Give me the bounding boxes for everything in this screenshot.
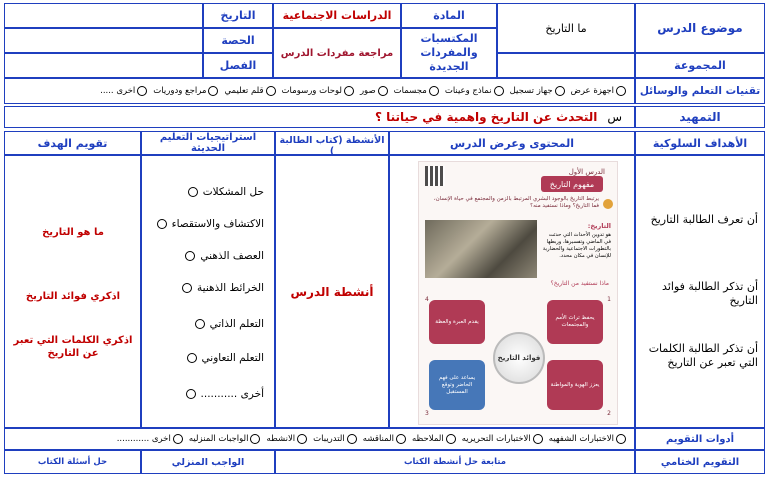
assessment-option[interactable] [266, 434, 309, 444]
tech-label: تقنيات التعلم والوسائل [635, 78, 765, 104]
assessment-option-label: الملاحظه [412, 434, 444, 444]
tech-option-label: قلم تعليمي [224, 86, 264, 96]
tech-option[interactable] [445, 86, 506, 96]
radio-button[interactable] [208, 86, 218, 96]
radio-button[interactable] [182, 283, 192, 293]
strategy-item[interactable] [186, 186, 264, 198]
strategy-label: أخرى ........... [200, 388, 264, 400]
tech-option-label: مراجع ودوريات [153, 86, 207, 96]
assessment-option-label: المناقشه [362, 434, 394, 444]
radio-button[interactable] [347, 434, 357, 444]
tech-option-label: اجهزة عرض [570, 86, 614, 96]
activities-text: أنشطة الدرس [290, 284, 374, 299]
lesson-number-badge: الدرس الأول [568, 168, 605, 176]
radio-button[interactable] [344, 86, 354, 96]
radio-button[interactable] [266, 86, 276, 96]
tech-option[interactable] [282, 86, 356, 96]
assessment-option[interactable] [117, 434, 185, 444]
final-eval-label: التقويم الختامي [635, 450, 765, 474]
qr-code-icon [425, 166, 445, 186]
strategy-item[interactable] [183, 250, 264, 262]
homework-label: الواجب المنزلي [141, 450, 275, 474]
lesson-topic-value: ما التاريخ [497, 3, 635, 53]
group-label: المجموعة [635, 53, 765, 78]
strategy-label: الخرائط الذهنية [197, 282, 264, 294]
subject-value: الدراسات الاجتماعية [273, 3, 401, 28]
col-objectives-header: الأهداف السلوكية [635, 131, 765, 155]
acquisitions-label: المكتسبات [420, 32, 478, 45]
benefit-3-text: يساعد على فهم الحاضر وتوقع المستقبل [438, 374, 476, 395]
objective-3: أن تذكر الطالبة الكلمات التي تعبر عن التاريخ [648, 342, 758, 369]
radio-button[interactable] [616, 86, 626, 96]
intro-label: التمهيد [635, 106, 765, 128]
follow-up-text: متابعة حل أنشطة الكتاب [275, 450, 635, 474]
benefit-4-text: يقدم العبرة والعظة [435, 318, 479, 325]
col-strategies-header: استراتيجيات التعليم الحديثة [141, 131, 275, 155]
assessment-option[interactable] [462, 434, 545, 444]
assessment-option-label: التدريبات [313, 434, 345, 444]
strategy-label: حل المشكلات [202, 186, 264, 198]
assessment-option-label: الانشطه [266, 434, 296, 444]
group-value[interactable] [497, 53, 635, 78]
assessment-option[interactable] [549, 434, 628, 444]
assessment-option-label: الاختبارات التحريريه [461, 434, 531, 444]
tech-option[interactable] [100, 86, 149, 96]
tech-option[interactable] [153, 86, 220, 96]
tech-option-label: صور [359, 86, 376, 96]
intro-prefix: س [607, 110, 622, 124]
assessment-option[interactable] [363, 434, 408, 444]
tech-option-label: اخرى ..... [100, 86, 136, 96]
assessment-label: أدوات التقويم [635, 428, 765, 450]
strategy-label: التعلم الذاتي [209, 318, 264, 330]
tech-option[interactable] [224, 86, 277, 96]
radio-button[interactable] [250, 434, 260, 444]
radio-button[interactable] [429, 86, 439, 96]
review-text: مراجعة مفردات الدرس [273, 28, 401, 78]
benefit-num-4: 4 [425, 296, 429, 303]
radio-button[interactable] [555, 86, 565, 96]
new-vocab-label: والمفردات الجديدة [420, 46, 478, 73]
assessment-options-list [117, 434, 628, 444]
book-definition-text: هو تدوين الأحداث التي حدثت في الماضي وتفسيرها، وربطها بالتطورات الاجتماعية والحضارية للإنسان في مكان محدد. [542, 232, 611, 259]
tech-options-list [100, 86, 628, 96]
intro-question-cell [4, 106, 635, 128]
tech-option-label: نماذج وعينات [444, 86, 492, 96]
radio-button[interactable] [396, 434, 406, 444]
lesson-title-banner: مفهوم التاريخ [541, 176, 603, 192]
strategy-item[interactable] [155, 218, 264, 230]
tech-option[interactable] [360, 86, 390, 96]
benefit-num-2: 2 [607, 410, 611, 417]
evaluation-1: ما هو التاريخ [42, 227, 104, 238]
content-cell [389, 155, 635, 428]
radio-button[interactable] [188, 187, 198, 197]
assessment-options [4, 428, 635, 450]
objective-1: أن تعرف الطالبة التاريخ [650, 213, 758, 226]
col-activities-header: الأنشطة (كتاب الطالبة ) [275, 131, 389, 155]
tech-option[interactable] [394, 86, 441, 96]
radio-button[interactable] [186, 389, 196, 399]
assessment-option-label: الاختبارات الشفهيه [548, 434, 614, 444]
acquisitions-cell [401, 28, 497, 78]
lightbulb-icon [603, 199, 613, 209]
evaluation-3: اذكري الكلمات التي تعبر عن التاريخ [13, 335, 133, 359]
assessment-option[interactable] [189, 434, 263, 444]
homework-value: حل أسئلة الكتاب [4, 450, 141, 474]
benefits-center-circle [493, 332, 545, 384]
radio-button[interactable] [157, 219, 167, 229]
radio-button[interactable] [533, 434, 543, 444]
benefit-num-1: 1 [607, 296, 611, 303]
main-table [4, 131, 765, 428]
radio-button[interactable] [446, 434, 456, 444]
strategy-item[interactable] [193, 318, 264, 330]
strategy-label: العصف الذهني [200, 250, 264, 262]
book-definition-title: التاريخ: [587, 222, 611, 230]
radio-button[interactable] [616, 434, 626, 444]
tech-options [4, 78, 635, 104]
assessment-option-label: الواجبات المنزليه [188, 434, 249, 444]
benefit-box-2 [547, 360, 603, 410]
assessment-option-label: اخرى ............ [116, 434, 171, 444]
book-intro: يرتبط التاريخ بالوجود البشري المرتبط بالزمن والمجتمع في حياة الإنسان، فما التاريخ؟ وماذا نستفيد منه؟ [433, 196, 599, 209]
radio-button[interactable] [297, 434, 307, 444]
assessment-option[interactable] [412, 434, 458, 444]
period-label: الحصة [203, 28, 273, 53]
date-value[interactable] [4, 3, 203, 28]
lesson-topic-label: موضوع الدرس [635, 3, 765, 53]
radio-button[interactable] [173, 434, 183, 444]
class-label: الفصل [203, 53, 273, 78]
tech-option-label: لوحات ورسومات [281, 86, 342, 96]
radio-button[interactable] [185, 251, 195, 261]
radio-button[interactable] [195, 319, 205, 329]
date-label: التاريخ [203, 3, 273, 28]
tech-option[interactable] [510, 86, 567, 96]
tech-option-label: جهاز تسجيل [509, 86, 553, 96]
benefit-box-1 [547, 300, 603, 344]
activities-cell [275, 155, 389, 428]
evaluation-cell [4, 155, 141, 428]
strategy-label: التعلم التعاوني [201, 352, 264, 364]
benefit-1-text: يحفظ تراث الأمم والمجتمعات [555, 315, 595, 328]
tech-option-label: مجسمات [393, 86, 427, 96]
benefits-center-label: فوائد التاريخ [497, 353, 541, 362]
subject-label: المادة [401, 3, 497, 28]
radio-button[interactable] [187, 353, 197, 363]
radio-button[interactable] [378, 86, 388, 96]
assessment-option[interactable] [313, 434, 359, 444]
class-value[interactable] [4, 53, 203, 78]
radio-button[interactable] [137, 86, 147, 96]
strategy-item[interactable] [184, 388, 264, 400]
evaluation-2: اذكري فوائد التاريخ [25, 291, 121, 302]
footer-row [4, 450, 765, 474]
objectives-cell [635, 155, 765, 428]
book-photo [425, 220, 537, 278]
header-grid [4, 3, 765, 104]
objective-2: أن تذكر الطالبة فوائد التاريخ [662, 280, 758, 307]
textbook-page [418, 161, 618, 425]
benefit-num-3: 3 [425, 410, 429, 417]
strategy-item[interactable] [180, 282, 264, 294]
col-content-header: المحتوى وعرض الدرس [389, 131, 635, 155]
book-question: ماذا نستفيد من التاريخ؟ [550, 280, 609, 287]
intro-question: التحدث عن التاريخ واهمية في حياتنا ؟ [375, 110, 598, 124]
strategy-label: الاكتشاف والاستقصاء [171, 218, 264, 230]
benefit-box-4 [429, 300, 485, 344]
strategies-cell [141, 155, 275, 428]
radio-button[interactable] [494, 86, 504, 96]
tech-option[interactable] [571, 86, 628, 96]
benefit-2-text: يعزز الهوية والمواطنة [550, 381, 600, 388]
col-evaluation-header: تقويم الهدف [4, 131, 141, 155]
benefit-box-3 [429, 360, 485, 410]
period-value[interactable] [4, 28, 203, 53]
strategy-item[interactable] [185, 352, 264, 364]
